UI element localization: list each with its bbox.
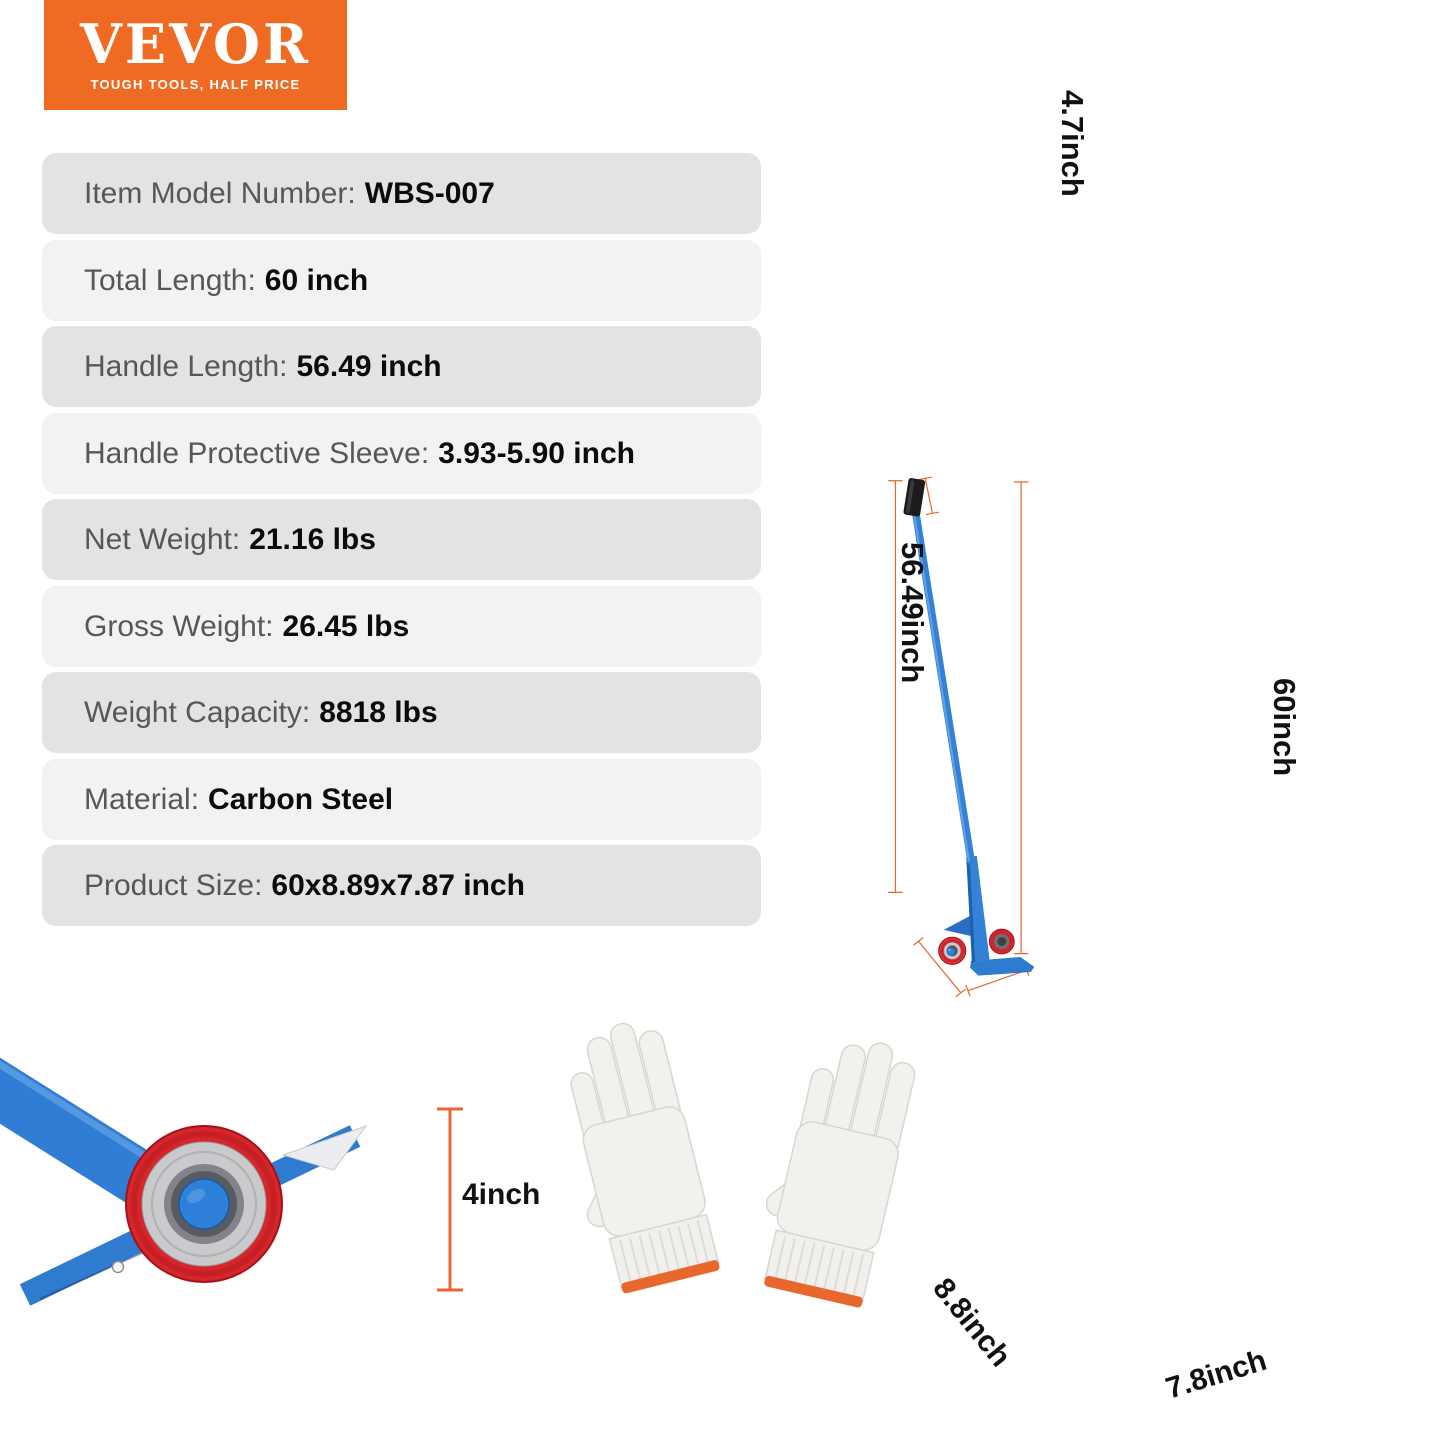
spec-label: Item Model Number: [84,176,356,210]
dim-line-wheel-height [437,1109,463,1290]
closeup-wheel [126,1126,282,1282]
dimension-label-handle: 56.49inch [895,542,930,684]
spec-value: 56.49 inch [296,349,442,383]
spec-value: Carbon Steel [208,782,394,816]
spec-row-sleeve [42,413,761,494]
dimension-label-base-width: 8.8inch [926,1272,1018,1374]
spec-label: Product Size: [84,868,263,902]
spec-label: Handle Length: [84,349,288,383]
handle-grip [903,478,926,517]
brand-name: VEVOR [80,11,311,76]
spec-row-net-weight [42,499,761,580]
dim-line-total-length [1014,482,1029,954]
spec-value: WBS-007 [364,176,495,210]
brand-tagline: TOUGH TOOLS, HALF PRICE [90,76,301,92]
spec-label: Handle Protective Sleeve: [84,436,430,470]
dimension-label-grip: 4.7inch [1055,90,1090,197]
wheel-closeup-illustration [0,980,580,1350]
glove-left [570,1015,722,1299]
spec-row-size [42,845,761,926]
dimension-label-total: 60inch [1267,678,1302,777]
spec-value: 3.93-5.90 inch [438,436,635,470]
spec-row-material [42,759,761,840]
spec-value: 60x8.89x7.87 inch [271,868,525,902]
spec-row-model [42,153,761,234]
spec-row-total-length [42,240,761,321]
glove-right [743,1025,922,1309]
rear-wheel [989,929,1014,954]
spec-label: Material: [84,782,200,816]
closeup-blade-hole [113,1262,124,1273]
vevor-logo [44,0,347,110]
dimension-label-wheel: 4inch [462,1178,541,1211]
dimension-label-base-depth: 7.8inch [1162,1343,1271,1406]
spec-row-handle-length [42,326,761,407]
spec-label: Net Weight: [84,522,241,556]
spec-label: Gross Weight: [84,609,274,643]
spec-value: 26.45 lbs [282,609,410,643]
gloves-illustration [570,1015,940,1345]
spec-value: 21.16 lbs [249,522,376,556]
spec-label: Weight Capacity: [84,695,311,729]
side-wing [944,916,972,936]
spec-value: 60 inch [264,263,369,297]
spec-row-capacity [42,672,761,753]
front-wheel [939,937,966,964]
spec-label: Total Length: [84,263,256,297]
spec-row-gross-weight [42,586,761,667]
pry-bar-illustration [860,80,1440,1445]
spec-value: 8818 lbs [319,695,438,729]
